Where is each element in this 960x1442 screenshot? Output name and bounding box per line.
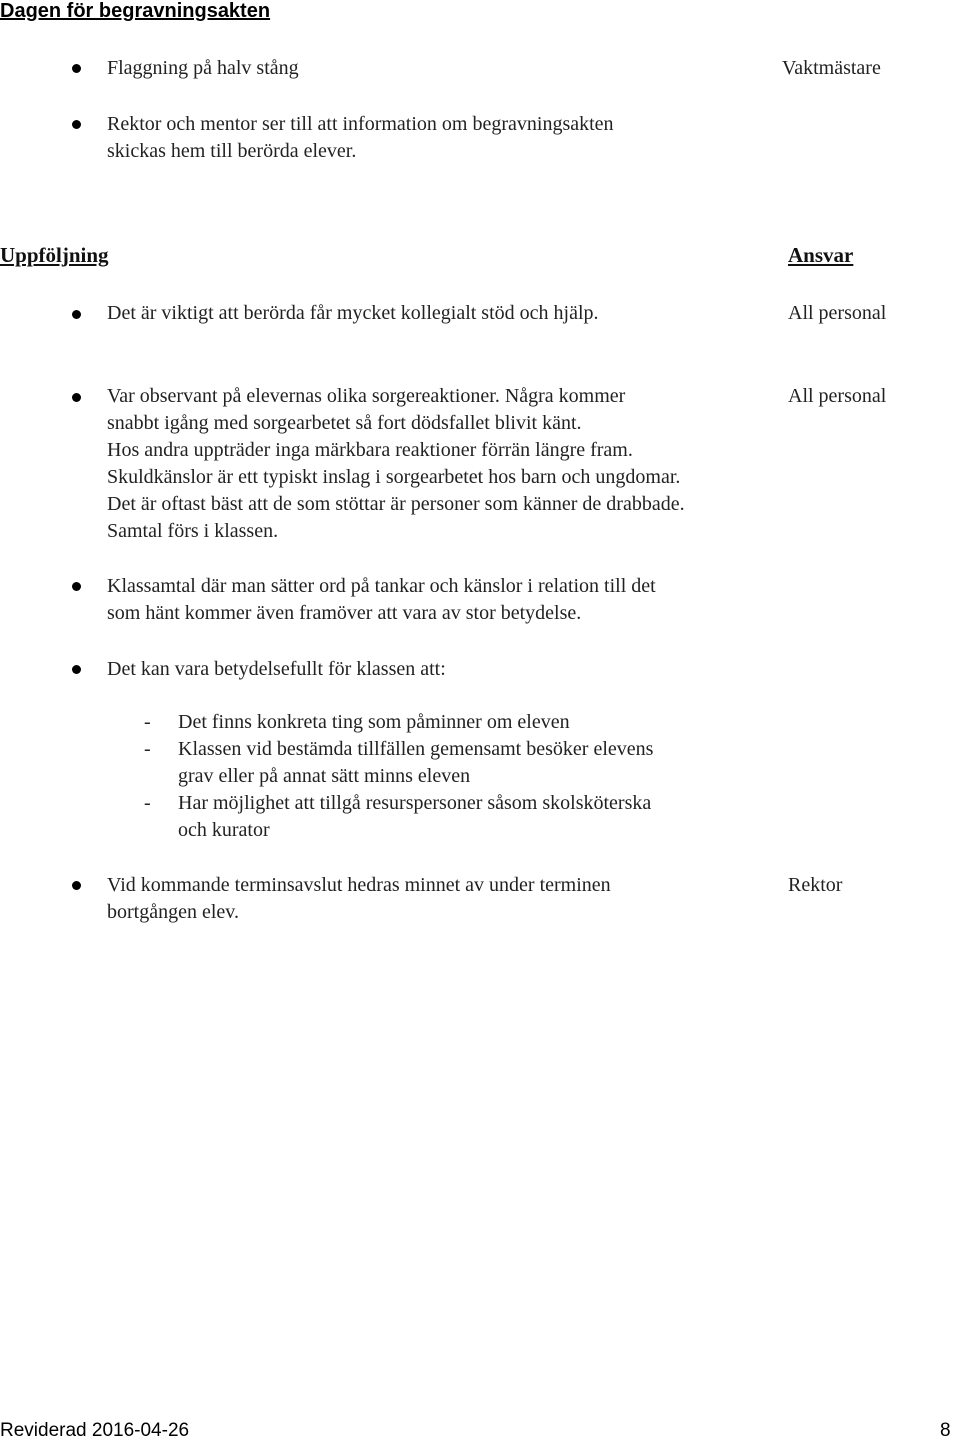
sub-list-item-line: och kurator: [178, 819, 270, 841]
bullet-icon: [72, 393, 81, 402]
list-item-text: Det kan vara betydelsefullt för klassen att:: [107, 658, 446, 680]
list-item-line: Klassamtal där man sätter ord på tankar och känslor i relation till det: [107, 575, 656, 597]
section-heading-funeral-day: Dagen för begravningsakten: [0, 0, 271, 22]
responsible-label: All personal: [788, 302, 887, 324]
list-item-line: Samtal förs i klassen.: [107, 520, 279, 542]
sub-list-item-line: grav eller på annat sätt minns eleven: [178, 765, 471, 787]
list-item-line: Rektor och mentor ser till att information om begravningsakten: [107, 113, 614, 135]
bullet-icon: [72, 120, 81, 129]
bullet-icon: [72, 582, 81, 591]
bullet-icon: [72, 665, 81, 674]
bullet-icon: [72, 64, 81, 73]
list-item-line: bortgången elev.: [107, 901, 239, 923]
list-item-line: Var observant på elevernas olika sorgereaktioner. Några kommer: [107, 385, 626, 407]
sub-list-item-line: Har möjlighet att tillgå resurspersoner såsom skolsköterska: [178, 792, 652, 814]
sub-list-item-line: Klassen vid bestämda tillfällen gemensamt besöker elevens: [178, 738, 654, 760]
bullet-icon: [72, 310, 81, 319]
list-item-line: Hos andra uppträder inga märkbara reaktioner förrän längre fram.: [107, 439, 633, 461]
list-item-text: Flaggning på halv stång: [107, 57, 299, 79]
dash-marker: -: [144, 711, 151, 733]
column-heading-responsibility: Ansvar: [788, 243, 854, 267]
dash-marker: -: [144, 738, 151, 760]
list-item-text: Det är viktigt att berörda får mycket kollegialt stöd och hjälp.: [107, 302, 599, 324]
revision-date: Reviderad 2016-04-26: [0, 1420, 190, 1441]
responsible-label: Rektor: [788, 874, 843, 896]
list-item-line: Vid kommande terminsavslut hedras minnet av under terminen: [107, 874, 611, 896]
dash-marker: -: [144, 792, 151, 814]
sub-list-item-line: Det finns konkreta ting som påminner om eleven: [178, 711, 570, 733]
section-heading-followup: Uppföljning: [0, 243, 109, 267]
responsible-label: Vaktmästare: [782, 57, 881, 79]
list-item-line: snabbt igång med sorgearbetet så fort dödsfallet blivit känt.: [107, 412, 582, 434]
list-item-line: skickas hem till berörda elever.: [107, 140, 357, 162]
list-item-line: som hänt kommer även framöver att vara av stor betydelse.: [107, 602, 582, 624]
bullet-icon: [72, 881, 81, 890]
page-number: 8: [940, 1420, 951, 1441]
responsible-label: All personal: [788, 385, 887, 407]
list-item-line: Det är oftast bäst att de som stöttar är personer som känner de drabbade.: [107, 493, 685, 515]
list-item-line: Skuldkänslor är ett typiskt inslag i sorgearbetet hos barn och ungdomar.: [107, 466, 681, 488]
